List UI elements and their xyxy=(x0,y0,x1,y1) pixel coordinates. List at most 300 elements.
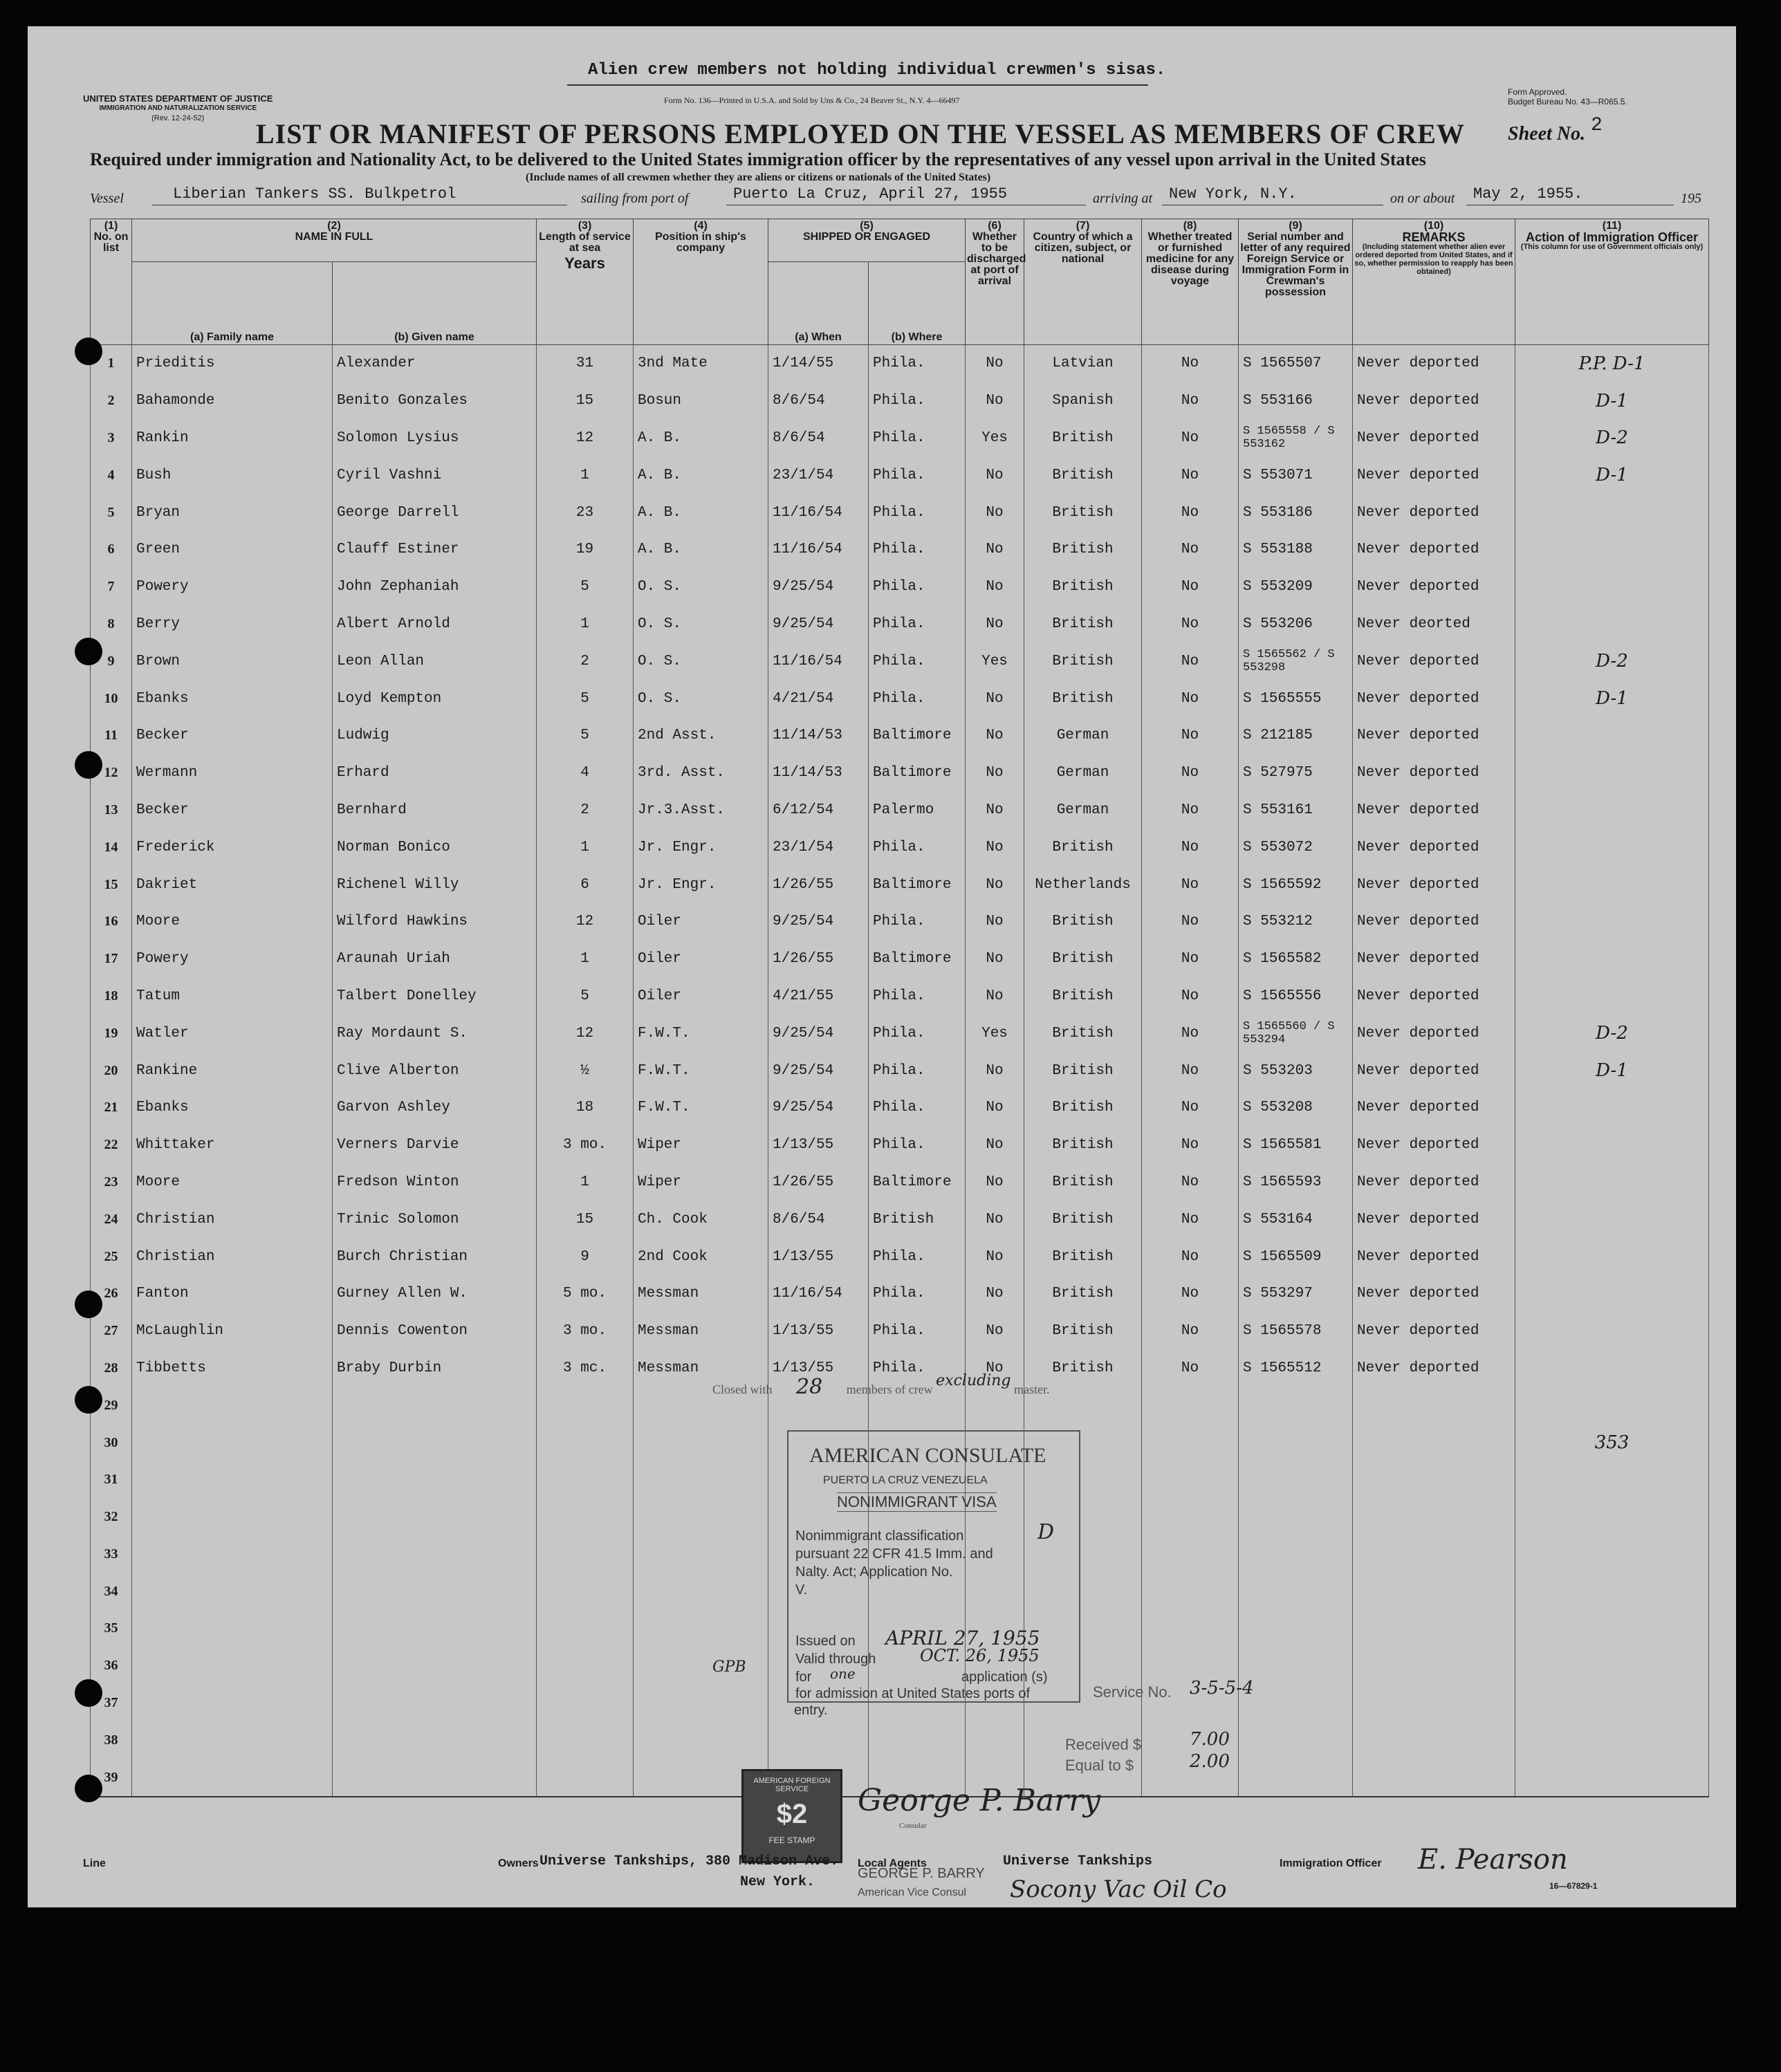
cell-given-name xyxy=(333,1685,537,1722)
cell-row-number: 32 xyxy=(91,1499,132,1536)
cell-shipped-where: Phila. xyxy=(869,1052,966,1089)
table-row xyxy=(91,456,1709,494)
received-value: 7.00 xyxy=(1190,1729,1230,1750)
cell-discharged: No xyxy=(966,382,1024,420)
cell-shipped-where: Phila. xyxy=(869,568,966,606)
cell-shipped-where: Phila. xyxy=(869,382,966,420)
col-discharged-number: (6) xyxy=(988,220,1002,232)
consulate-visa-stamp xyxy=(787,1430,1080,1703)
cell-position: Oiler xyxy=(634,903,768,941)
cell-years-at-sea: 5 xyxy=(537,717,634,755)
col-family-header: (a) Family name xyxy=(132,262,333,345)
cell-family-name: Whittaker xyxy=(132,1127,333,1164)
cell-country: British xyxy=(1024,680,1142,717)
col-given-header: (b) Given name xyxy=(333,262,537,345)
cell-remarks: Never deported xyxy=(1353,1052,1515,1089)
cell-medicine: No xyxy=(1142,568,1239,606)
cell-serial-number xyxy=(1239,1387,1353,1424)
cell-years-at-sea: 19 xyxy=(537,531,634,568)
cell-position xyxy=(634,1499,768,1536)
table-row xyxy=(91,1721,1709,1759)
cell-years-at-sea: 1 xyxy=(537,1164,634,1201)
cell-shipped-when: 4/21/54 xyxy=(768,680,869,717)
table-row xyxy=(91,717,1709,755)
col-when-header: (a) When xyxy=(768,262,869,345)
cell-row-number: 12 xyxy=(91,755,132,792)
cell-family-name: Moore xyxy=(132,1164,333,1201)
cell-shipped-where: Phila. xyxy=(869,642,966,680)
col-service-number: (3) xyxy=(578,220,592,232)
cell-position: Oiler xyxy=(634,941,768,978)
cell-given-name: Bernhard xyxy=(333,792,537,829)
table-row xyxy=(91,1164,1709,1201)
cell-years-at-sea: 2 xyxy=(537,642,634,680)
cell-shipped-when: 9/25/54 xyxy=(768,568,869,606)
cell-remarks xyxy=(1353,1424,1515,1461)
cell-serial-number xyxy=(1239,1721,1353,1759)
cell-officer-action xyxy=(1515,755,1709,792)
requirement-text: Required under immigration and Nationality Act, to be delivered to the United States immigration officer by the representatives of any vessel upon arrival in the United States xyxy=(90,149,1426,169)
cell-family-name: McLaughlin xyxy=(132,1313,333,1350)
cell-family-name xyxy=(132,1573,333,1610)
cell-row-number: 8 xyxy=(91,606,132,643)
cell-discharged: No xyxy=(966,606,1024,643)
cell-row-number: 39 xyxy=(91,1759,132,1797)
cell-medicine xyxy=(1142,1536,1239,1573)
cell-country: British xyxy=(1024,568,1142,606)
col-medicine-number: (8) xyxy=(1183,220,1197,232)
cell-medicine: No xyxy=(1142,1052,1239,1089)
cell-discharged: No xyxy=(966,978,1024,1015)
cell-discharged: No xyxy=(966,680,1024,717)
cell-given-name: Araunah Uriah xyxy=(333,941,537,978)
cell-shipped-where: Phila. xyxy=(869,1238,966,1275)
cell-given-name xyxy=(333,1573,537,1610)
cell-remarks xyxy=(1353,1721,1515,1759)
cell-country: British xyxy=(1024,1350,1142,1387)
stamp-valid-value: OCT. 26, 1955 xyxy=(920,1646,1040,1665)
cell-row-number: 1 xyxy=(91,345,132,382)
col-remarks-header xyxy=(1353,219,1515,345)
table-row xyxy=(91,866,1709,903)
closed-with-label: Closed with xyxy=(712,1382,773,1396)
cell-row-number: 33 xyxy=(91,1536,132,1573)
footer xyxy=(28,1844,1736,1903)
cell-position: O. S. xyxy=(634,568,768,606)
table-row xyxy=(91,978,1709,1015)
table-row xyxy=(91,1052,1709,1089)
cell-remarks: Never deported xyxy=(1353,941,1515,978)
form-code: 16—67829-1 xyxy=(1549,1881,1598,1891)
cell-shipped-when: 1/13/55 xyxy=(768,1127,869,1164)
cell-officer-action xyxy=(1515,1387,1709,1424)
col-where-header: (b) Where xyxy=(869,262,966,345)
agents-label: Local Agents xyxy=(858,1858,927,1869)
cell-position: Jr. Engr. xyxy=(634,829,768,866)
cell-position xyxy=(634,1424,768,1461)
cell-years-at-sea xyxy=(537,1499,634,1536)
cell-family-name: Brown xyxy=(132,642,333,680)
cell-remarks xyxy=(1353,1685,1515,1722)
cell-position xyxy=(634,1685,768,1722)
cell-years-at-sea xyxy=(537,1685,634,1722)
cell-given-name: Gurney Allen W. xyxy=(333,1275,537,1313)
cell-country: German xyxy=(1024,792,1142,829)
col-discharged-header xyxy=(966,219,1024,345)
cell-medicine: No xyxy=(1142,717,1239,755)
cell-country: British xyxy=(1024,420,1142,457)
cell-family-name: Green xyxy=(132,531,333,568)
service-name: IMMIGRATION AND NATURALIZATION SERVICE xyxy=(99,104,257,112)
cell-given-name xyxy=(333,1387,537,1424)
cell-country: German xyxy=(1024,717,1142,755)
cell-serial-number: S 553212 xyxy=(1239,903,1353,941)
cell-family-name: Christian xyxy=(132,1238,333,1275)
cell-remarks: Never deorted xyxy=(1353,606,1515,643)
cell-given-name: Norman Bonico xyxy=(333,829,537,866)
cell-discharged: No xyxy=(966,755,1024,792)
vessel-value: Liberian Tankers SS. Bulkpetrol xyxy=(173,185,456,203)
cell-position: 3nd Mate xyxy=(634,345,768,382)
sailing-value: Puerto La Cruz, April 27, 1955 xyxy=(733,185,1008,203)
cell-officer-action xyxy=(1515,568,1709,606)
cell-officer-action xyxy=(1515,606,1709,643)
cell-family-name xyxy=(132,1647,333,1685)
cell-country: British xyxy=(1024,903,1142,941)
cell-remarks xyxy=(1353,1387,1515,1424)
table-row xyxy=(91,382,1709,420)
cell-serial-number xyxy=(1239,1759,1353,1797)
cell-years-at-sea: 3 mo. xyxy=(537,1313,634,1350)
stamp-place: PUERTO LA CRUZ VENEZUELA xyxy=(823,1474,988,1486)
stamp-classification: Nonimmigrant classification xyxy=(795,1528,964,1544)
cell-remarks: Never deported xyxy=(1353,755,1515,792)
cell-serial-number xyxy=(1239,1573,1353,1610)
cell-row-number: 14 xyxy=(91,829,132,866)
cell-medicine: No xyxy=(1142,866,1239,903)
cell-remarks xyxy=(1353,1610,1515,1647)
cell-row-number: 4 xyxy=(91,456,132,494)
stamp-visa: NONIMMIGRANT VISA xyxy=(837,1493,997,1510)
cell-shipped-when: 11/16/54 xyxy=(768,531,869,568)
cell-officer-action xyxy=(1515,1127,1709,1164)
stamp-title: AMERICAN CONSULATE xyxy=(809,1444,1046,1467)
cell-country: British xyxy=(1024,1275,1142,1313)
cell-shipped-where: Baltimore xyxy=(869,717,966,755)
punch-hole xyxy=(75,1291,102,1318)
cell-position: O. S. xyxy=(634,606,768,643)
col-medicine-header xyxy=(1142,219,1239,345)
cell-shipped-when: 11/14/53 xyxy=(768,755,869,792)
cell-discharged: No xyxy=(966,717,1024,755)
cell-officer-action: 353 xyxy=(1515,1424,1709,1461)
col-medicine-title: Whether treated or furnished medicine for any disease during voyage xyxy=(1145,231,1235,287)
cell-position: F.W.T. xyxy=(634,1089,768,1127)
cell-shipped-where: Phila. xyxy=(869,456,966,494)
cell-officer-action xyxy=(1515,531,1709,568)
cell-medicine xyxy=(1142,1461,1239,1499)
cell-family-name: Moore xyxy=(132,903,333,941)
cell-serial-number: S 1565592 xyxy=(1239,866,1353,903)
punch-hole xyxy=(75,337,102,365)
cell-family-name: Bryan xyxy=(132,494,333,531)
sheet-label: Sheet No. xyxy=(1508,123,1585,145)
cell-remarks xyxy=(1353,1647,1515,1685)
col-action-title: Action of Immigration Officer xyxy=(1525,230,1698,244)
cell-family-name xyxy=(132,1685,333,1722)
cell-remarks: Never deported xyxy=(1353,903,1515,941)
cell-shipped-when: 1/13/55 xyxy=(768,1238,869,1275)
cell-years-at-sea: 3 mo. xyxy=(537,1127,634,1164)
cell-shipped-when: 8/6/54 xyxy=(768,1201,869,1238)
cell-row-number: 24 xyxy=(91,1201,132,1238)
cell-serial-number: S 1565593 xyxy=(1239,1164,1353,1201)
cell-serial-number: S 553186 xyxy=(1239,494,1353,531)
cell-years-at-sea: 12 xyxy=(537,1015,634,1052)
closed-master: master. xyxy=(1013,1382,1050,1396)
closed-excluding: excluding xyxy=(936,1372,1011,1389)
cell-position: 2nd Cook xyxy=(634,1238,768,1275)
cell-shipped-when: 1/14/55 xyxy=(768,345,869,382)
cell-shipped-where: Phila. xyxy=(869,420,966,457)
col-country-header xyxy=(1024,219,1142,345)
table-row xyxy=(91,1238,1709,1275)
service-no-value: 3-5-5-4 xyxy=(1190,1678,1254,1699)
stamp-issued-label: Issued on xyxy=(795,1634,856,1649)
cell-officer-action xyxy=(1515,978,1709,1015)
cell-country: British xyxy=(1024,941,1142,978)
cell-given-name: Verners Darvie xyxy=(333,1127,537,1164)
cell-row-number: 23 xyxy=(91,1164,132,1201)
stamp-entry: entry. xyxy=(794,1703,828,1718)
cell-years-at-sea: 18 xyxy=(537,1089,634,1127)
cell-family-name: Becker xyxy=(132,792,333,829)
col-serial-header xyxy=(1239,219,1353,345)
cell-officer-action xyxy=(1515,1350,1709,1387)
cell-position: A. B. xyxy=(634,420,768,457)
cell-family-name xyxy=(132,1721,333,1759)
cell-medicine: No xyxy=(1142,494,1239,531)
cell-years-at-sea: 5 xyxy=(537,978,634,1015)
cell-remarks: Never deported xyxy=(1353,829,1515,866)
table-row xyxy=(91,1015,1709,1052)
approval-block xyxy=(1508,87,1627,107)
cell-medicine: No xyxy=(1142,642,1239,680)
cell-officer-action xyxy=(1515,1461,1709,1499)
cell-given-name: Garvon Ashley xyxy=(333,1089,537,1127)
cell-remarks: Never deported xyxy=(1353,1350,1515,1387)
cell-shipped-when: 11/16/54 xyxy=(768,494,869,531)
cell-given-name xyxy=(333,1721,537,1759)
cell-discharged: No xyxy=(966,792,1024,829)
cell-row-number: 3 xyxy=(91,420,132,457)
cell-years-at-sea: 1 xyxy=(537,456,634,494)
cell-position: Oiler xyxy=(634,978,768,1015)
cell-country: Netherlands xyxy=(1024,866,1142,903)
immigration-officer-signature: E. Pearson xyxy=(1418,1844,1568,1876)
agents-handwritten: Socony Vac Oil Co xyxy=(1010,1876,1227,1903)
cell-officer-action xyxy=(1515,1499,1709,1536)
cell-position xyxy=(634,1573,768,1610)
table-row xyxy=(91,1313,1709,1350)
cell-years-at-sea: 5 mo. xyxy=(537,1275,634,1313)
cell-family-name: Powery xyxy=(132,568,333,606)
col-name-header xyxy=(132,219,537,262)
cell-position xyxy=(634,1461,768,1499)
manifest-sheet xyxy=(28,26,1736,1907)
table-row xyxy=(91,1275,1709,1313)
cell-remarks xyxy=(1353,1573,1515,1610)
table-row xyxy=(91,420,1709,457)
cell-discharged: No xyxy=(966,1052,1024,1089)
department-name: UNITED STATES DEPARTMENT OF JUSTICE xyxy=(83,93,273,104)
department-block xyxy=(83,94,273,123)
cell-family-name: Rankine xyxy=(132,1052,333,1089)
cell-row-number: 26 xyxy=(91,1275,132,1313)
cell-years-at-sea xyxy=(537,1387,634,1424)
col-country-title: Country of which a citizen, subject, or national xyxy=(1033,231,1133,265)
stamp-admission: for admission at United States ports of xyxy=(795,1686,1031,1701)
col-discharged-title: Whether to be discharged at port of arrival xyxy=(967,231,1026,287)
cell-given-name xyxy=(333,1536,537,1573)
stamp-issued-value: APRIL 27, 1955 xyxy=(885,1627,1040,1649)
cell-medicine: No xyxy=(1142,1015,1239,1052)
cell-shipped-when: 9/25/54 xyxy=(768,606,869,643)
owners-label: Owners xyxy=(498,1858,539,1869)
cell-position: 3rd. Asst. xyxy=(634,755,768,792)
owners-city: New York. xyxy=(740,1874,815,1890)
cell-row-number: 15 xyxy=(91,866,132,903)
cell-medicine: No xyxy=(1142,792,1239,829)
punch-hole xyxy=(75,1386,102,1414)
cell-medicine: No xyxy=(1142,531,1239,568)
equal-label: Equal to $ xyxy=(1065,1757,1134,1774)
cell-position xyxy=(634,1536,768,1573)
table-row xyxy=(91,792,1709,829)
cell-country: British xyxy=(1024,978,1142,1015)
cell-years-at-sea: 12 xyxy=(537,903,634,941)
cell-years-at-sea: 5 xyxy=(537,680,634,717)
cell-shipped-where: Phila. xyxy=(869,1350,966,1387)
cell-serial-number xyxy=(1239,1424,1353,1461)
cell-serial-number: S 1565509 xyxy=(1239,1238,1353,1275)
cell-shipped-where: Palermo xyxy=(869,792,966,829)
cell-given-name: Ludwig xyxy=(333,717,537,755)
cell-row-number: 16 xyxy=(91,903,132,941)
col-position-title: Position in ship's company xyxy=(655,231,746,254)
cell-officer-action xyxy=(1515,1089,1709,1127)
cell-remarks: Never deported xyxy=(1353,1313,1515,1350)
col-action-note: (This column for use of Government officials only) xyxy=(1520,243,1704,251)
cell-position: F.W.T. xyxy=(634,1015,768,1052)
cell-family-name: Dakriet xyxy=(132,866,333,903)
cell-serial-number: S 1565581 xyxy=(1239,1127,1353,1164)
cell-country: British xyxy=(1024,606,1142,643)
cell-country: British xyxy=(1024,456,1142,494)
cell-years-at-sea: 15 xyxy=(537,382,634,420)
cell-country: British xyxy=(1024,1052,1142,1089)
cell-officer-action xyxy=(1515,1573,1709,1610)
cell-given-name xyxy=(333,1424,537,1461)
consul-title: American Vice Consul xyxy=(858,1887,967,1898)
fee-stamp-top: AMERICAN FOREIGN SERVICE xyxy=(753,1777,831,1793)
cell-years-at-sea: 1 xyxy=(537,829,634,866)
cell-medicine: No xyxy=(1142,1350,1239,1387)
cell-remarks: Never deported xyxy=(1353,1164,1515,1201)
punch-hole xyxy=(75,1679,102,1707)
cell-serial-number: S 553164 xyxy=(1239,1201,1353,1238)
cell-shipped-where: Phila. xyxy=(869,494,966,531)
cell-serial-number: S 553166 xyxy=(1239,382,1353,420)
cell-position: A. B. xyxy=(634,456,768,494)
cell-shipped-when: 9/25/54 xyxy=(768,903,869,941)
cell-shipped-when: 9/25/54 xyxy=(768,1015,869,1052)
cell-officer-action xyxy=(1515,1759,1709,1797)
stamp-application: application (s) xyxy=(961,1669,1048,1685)
cell-row-number: 17 xyxy=(91,941,132,978)
line-label: Line xyxy=(83,1858,106,1869)
cell-medicine: No xyxy=(1142,1201,1239,1238)
cell-medicine: No xyxy=(1142,420,1239,457)
cell-officer-action xyxy=(1515,1238,1709,1275)
cell-row-number: 25 xyxy=(91,1238,132,1275)
cell-family-name xyxy=(132,1424,333,1461)
cell-row-number: 19 xyxy=(91,1015,132,1052)
cell-shipped-where: Baltimore xyxy=(869,1164,966,1201)
cell-discharged: No xyxy=(966,1089,1024,1127)
typed-note-underline xyxy=(567,84,1148,86)
immigration-officer-label: Immigration Officer xyxy=(1280,1858,1382,1869)
cell-given-name: Benito Gonzales xyxy=(333,382,537,420)
sailing-label: sailing from port of xyxy=(581,191,689,206)
cell-medicine: No xyxy=(1142,1089,1239,1127)
cell-medicine: No xyxy=(1142,978,1239,1015)
cell-given-name: Loyd Kempton xyxy=(333,680,537,717)
cell-years-at-sea xyxy=(537,1647,634,1685)
col-shipped-header xyxy=(768,219,966,262)
table-row xyxy=(91,606,1709,643)
cell-country: British xyxy=(1024,1015,1142,1052)
cell-medicine: No xyxy=(1142,1127,1239,1164)
cell-serial-number: S 1565558 / S 553162 xyxy=(1239,420,1353,457)
cell-position: Messman xyxy=(634,1350,768,1387)
cell-given-name: Clauff Estiner xyxy=(333,531,537,568)
owners-value: Universe Tankships, 380 Madison Ave. xyxy=(539,1853,839,1869)
arriving-value: New York, N.Y. xyxy=(1169,185,1297,203)
cell-family-name xyxy=(132,1759,333,1797)
cell-remarks: Never deported xyxy=(1353,680,1515,717)
cell-given-name xyxy=(333,1759,537,1797)
cell-remarks: Never deported xyxy=(1353,1015,1515,1052)
vessel-line xyxy=(90,185,1708,209)
cell-remarks: Never deported xyxy=(1353,568,1515,606)
cell-officer-action xyxy=(1515,941,1709,978)
cell-given-name xyxy=(333,1461,537,1499)
col-service-title: Length of service at sea xyxy=(539,231,631,254)
table-row xyxy=(91,531,1709,568)
cell-serial-number: S 553071 xyxy=(1239,456,1353,494)
cell-officer-action xyxy=(1515,1313,1709,1350)
cell-years-at-sea xyxy=(537,1721,634,1759)
cell-shipped-where: Phila. xyxy=(869,531,966,568)
cell-given-name xyxy=(333,1647,537,1685)
cell-officer-action: D-1 xyxy=(1515,1052,1709,1089)
cell-given-name: Leon Allan xyxy=(333,642,537,680)
cell-shipped-when: 11/14/53 xyxy=(768,717,869,755)
col-remarks-title: REMARKS xyxy=(1402,230,1466,244)
col-shipped-number: (5) xyxy=(860,220,874,232)
cell-discharged: No xyxy=(966,903,1024,941)
